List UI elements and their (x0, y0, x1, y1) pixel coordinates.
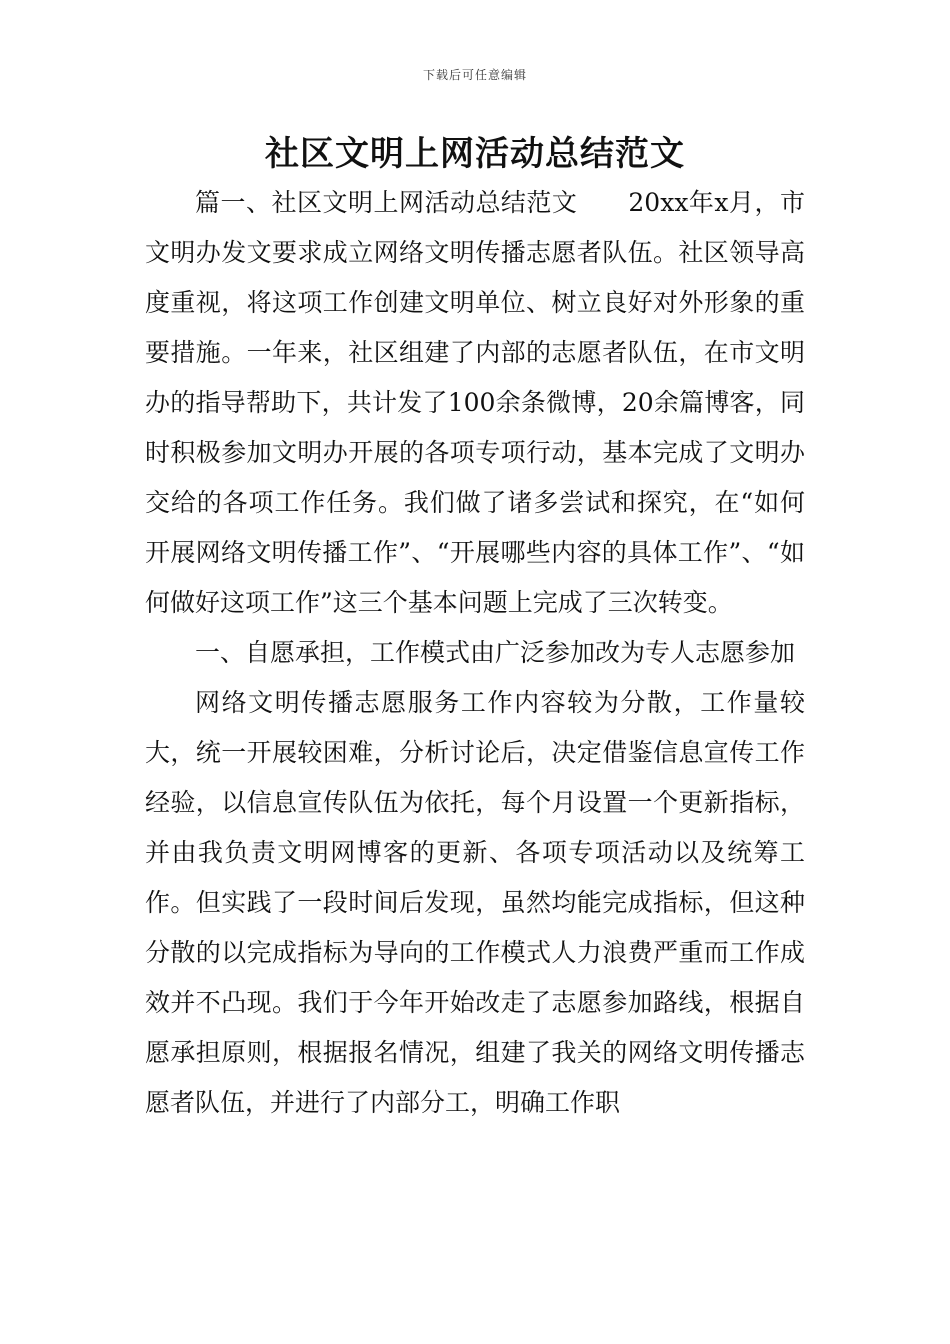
paragraph-intro: 篇一、社区文明上网活动总结范文 20xx年x月，市文明办发文要求成立网络文明传播志愿者队伍。社区领导高度重视，将这项工作创建文明单位、树立良好对外形象的重要措施。一年来，社区组建了内部的志愿者队伍，在市文明办的指导帮助下，共计发了100余条微博，20余篇博客，同时积极参加文明办开展的各项专项行动，基本完成了文明办交给的各项工作任务。我们做了诸多尝试和探究，在“如何开展网络文明传播工作”、“开展哪些内容的具体工作”、“如何做好这项工作”这三个基本问题上完成了三次转变。 (145, 188, 805, 617)
header-note: 下载后可任意编辑 (422, 68, 527, 82)
paragraph-section-1: 网络文明传播志愿服务工作内容较为分散，工作量较大，统一开展较困难，分析讨论后，决定借鉴信息宣传工作经验，以信息宣传队伍为依托，每个月设置一个更新指标，并由我负责文明网博客的更新、各项专项活动以及统筹工作。但实践了一段时间后发现，虽然均能完成指标，但这种分散的以完成指标为导向的工作模式人力浪费严重而工作成效并不凸现。我们于今年开始改走了志愿参加路线，根据自愿承担原则，根据报名情况，组建了我关的网络文明传播志愿者队伍，并进行了内部分工，明确工作职 (145, 688, 805, 1117)
document-title: 社区文明上网活动总结范文 (265, 134, 685, 174)
section-heading-1: 一、自愿承担，工作模式由广泛参加改为专人志愿参加 (195, 638, 796, 667)
document-body (145, 178, 805, 1128)
